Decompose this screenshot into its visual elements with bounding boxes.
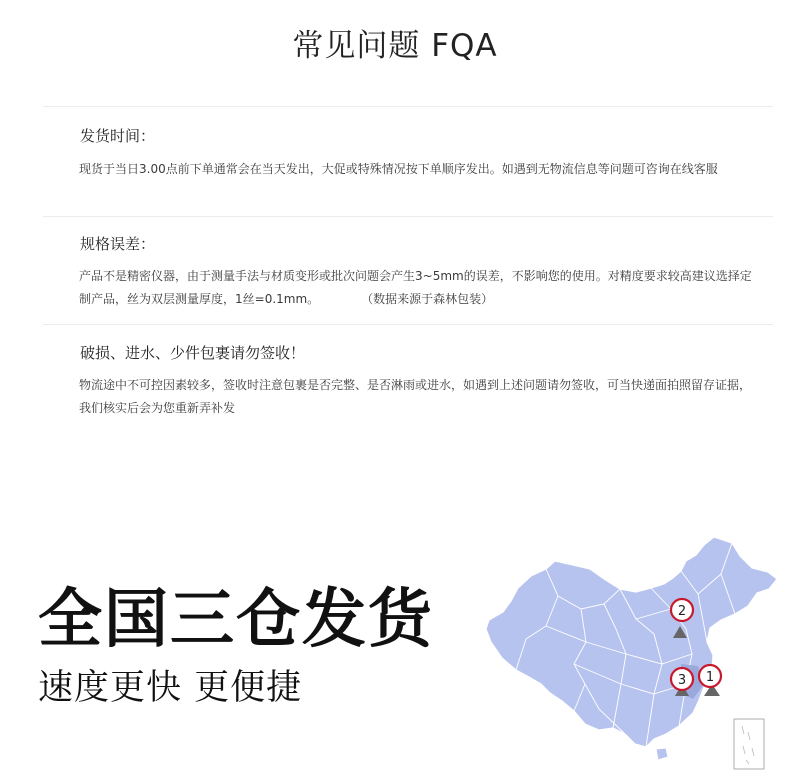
china-map [486,534,786,774]
warehouse-subtitle: 速度更快 更便捷 [38,668,303,708]
marker-label-1: 1 [705,670,715,685]
marker-label-3: 3 [677,673,687,688]
divider [43,106,773,107]
divider [43,324,773,325]
faq-body-spec-error-text: 产品不是精密仪器，由于测量手法与材质变形或批次问题会产生3~5mm的误差，不影响您的使用。对精度要求较高建议选择定制产品，丝为双层测量厚度，1丝=0.1mm。 [79,269,752,306]
china-map-landmass [486,537,777,747]
page-title: 常见问题 FQA [292,28,498,64]
faq-heading-damage-warning: 破损、进水、少件包裹请勿签收！ [80,344,306,362]
faq-heading-spec-error: 规格误差： [80,235,156,253]
warehouse-title: 全国三仓发货 [38,583,434,657]
hainan-island [656,748,668,760]
marker-label-2: 2 [677,604,687,619]
divider [43,216,773,217]
faq-data-source-note: （数据来源于森林包装） [367,292,494,306]
south-china-sea-inset [734,719,764,769]
faq-body-damage-warning: 物流途中不可控因素较多，签收时注意包裹是否完整、是否淋雨或进水，如遇到上述问题请勿签收，可当快递面拍照留存证据，我们核实后会为您重新弄补发 [79,378,752,415]
faq-heading-shipping-time: 发货时间： [80,127,156,145]
faq-body-shipping-time: 现货于当日3.00点前下单通常会在当天发出，大促或特殊情况按下单顺序发出。如遇到无物流信息等问题可咨询在线客服 [79,162,718,176]
faq-body-spec-error [79,265,759,311]
